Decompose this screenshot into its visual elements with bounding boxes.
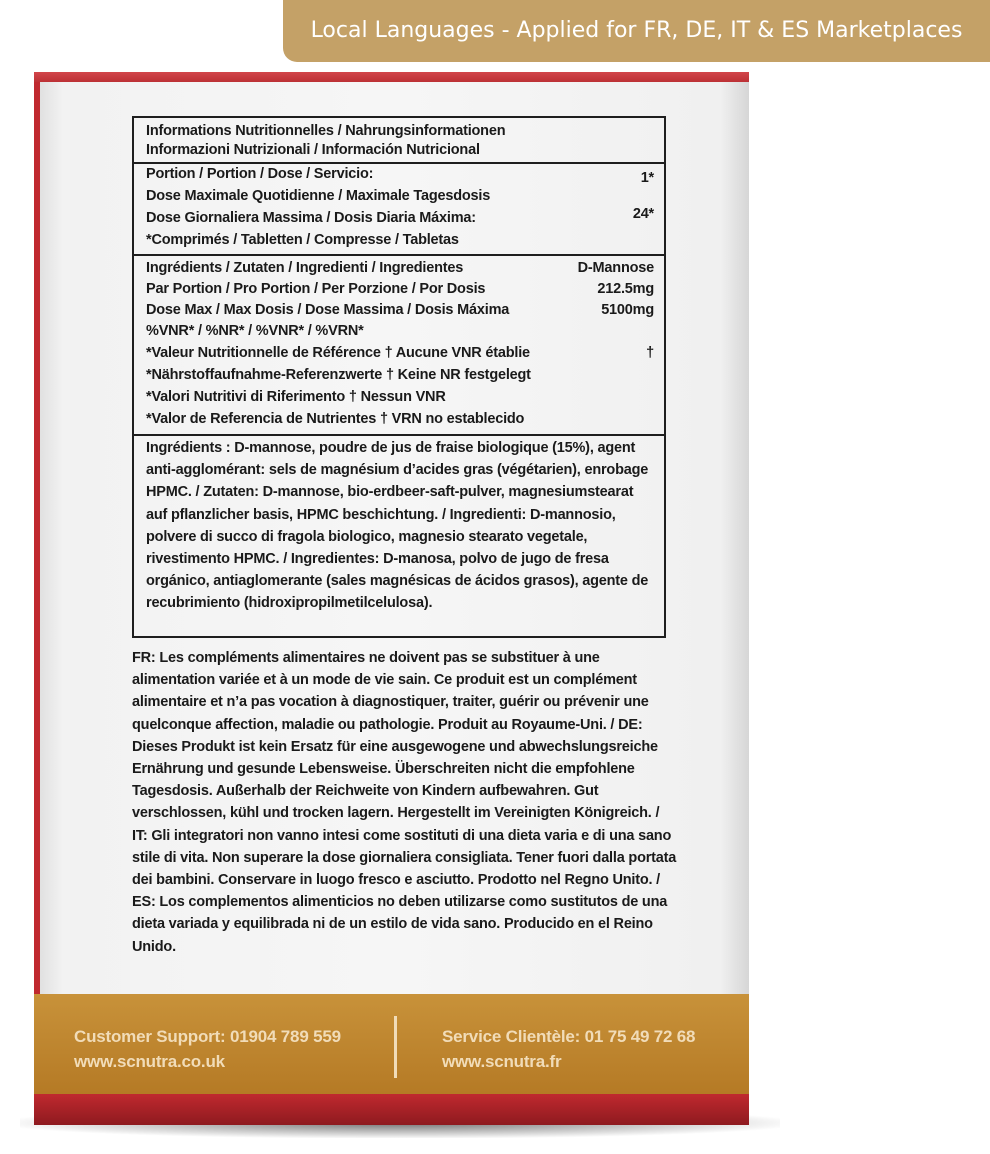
website-fr: www.scnutra.fr [442, 1052, 562, 1071]
vnr-dagger: † [646, 345, 654, 361]
max-dose-label: Dose Max / Max Dosis / Dose Massima / Dosis Máxima [146, 302, 510, 318]
support-phone-uk: Customer Support: 01904 789 559 [74, 1027, 341, 1046]
max-dose-mg-value: 5100mg [601, 302, 654, 318]
disclaimer-text: FR: Les compléments alimentaires ne doivent pas se substituer à une alimentation variée et à un mode de vie sain. Ce produit est un complément alimentaire et n’a pas vocation à diagnostiquer, traiter, guérir ou prévenir une quelconque affection, maladie ou pathologie. Produit au Royaume-Uni. / DE: Dieses Produkt ist kein Ersatz für eine ausgewogene und abwechslungsreiche Ernährung und gesunde Lebensweise. Überschreiten nicht die empfohlene Tagesdosis. Außerhalb der Reichweite von Kindern aufbewahren. Gut verschlossen, kühl und trocken lagern. Hergestellt im Vereinigten Königreich. / IT: Gli integratori non vanno intesi come sostituti di una dieta varia e di una sano stile di vita. Non superare la dose giornaliera consigliata. Tener fuori dalla portata dei bambini. Conservare in luogo fresco e asciutto. Prodotto nel Regno Unito. / ES: Los complementos alimenticios no deben utilizarse como sustitutos de una dieta variada y equilibrada ni de un estilo de vida sano. Producido en el Reino Unido. [132, 650, 677, 955]
per-portion-label: Par Portion / Pro Portion / Per Porzione / Por Dosis [146, 281, 486, 297]
website-uk: www.scnutra.co.uk [74, 1052, 225, 1071]
vnr-note-fr: *Valeur Nutritionnelle de Référence † Aucune VNR établie [146, 345, 530, 361]
footer-contact-band [34, 994, 749, 1094]
separator [134, 254, 664, 256]
serving-label-4: *Comprimés / Tabletten / Compresse / Tabletas [146, 232, 459, 248]
serving-label-2: Dose Maximale Quotidienne / Maximale Tagesdosis [146, 188, 491, 204]
ingredients-text: Ingrédients : D-mannose, poudre de jus de fraise biologique (15%), agent anti-agglomérant: sels de magnésium d’acides gras (végétarien), enrobage HPMC. / Zutaten: D-mannose, bio-erdbeer-saft-pulver, magnesiumstearat auf pflanzlicher basis, HPMC beschichtung. / Ingredienti: D-mannosio, polvere di succo di fragola biologico, magnesio stearato vegetale, rivestimento HPMC. / Ingredientes: D-manosa, polvo de jugo de fresa orgánico, antiaglomerante (sales magnésicas de ácidos grasos), agente de recubrimiento (hidroxipropilmetilcelulosa). [146, 440, 649, 612]
support-phone-fr: Service Clientèle: 01 75 49 72 68 [442, 1027, 696, 1046]
vnr-note-it: *Valori Nutritivi di Riferimento † Nessun VNR [146, 389, 446, 405]
product-box-back [34, 82, 749, 1125]
separator [134, 434, 664, 436]
max-dose-value: 24* [632, 206, 654, 222]
per-portion-value: 212.5mg [597, 281, 654, 297]
portion-value: 1* [640, 170, 654, 186]
vnr-note-de: *Nährstoffaufnahme-Referenzwerte † Keine NR festgelegt [146, 367, 531, 383]
vnr-label: %VNR* / %NR* / %VNR* / %VRN* [146, 323, 364, 339]
nutrition-header-line-2: Informazioni Nutrizionali / Información Nutricional [146, 142, 480, 158]
footer-divider [394, 1016, 397, 1078]
box-bottom-edge [34, 1094, 749, 1125]
serving-label-1: Portion / Portion / Dose / Servicio: [146, 166, 374, 182]
nutrition-header-line-1: Informations Nutritionnelles / Nahrungsinformationen [146, 123, 506, 139]
box-left-edge [34, 82, 40, 1125]
nutrition-panel [132, 116, 666, 638]
ingredients-header-value: D-Mannose [577, 260, 654, 276]
marketplace-banner: Local Languages - Applied for FR, DE, IT & ES Marketplaces [283, 0, 990, 62]
vnr-note-es: *Valor de Referencia de Nutrientes † VRN no establecido [146, 411, 525, 427]
serving-label-3: Dose Giornaliera Massima / Dosis Diaria Máxima: [146, 210, 476, 226]
ingredients-header-label: Ingrédients / Zutaten / Ingredienti / Ingredientes [146, 260, 464, 276]
